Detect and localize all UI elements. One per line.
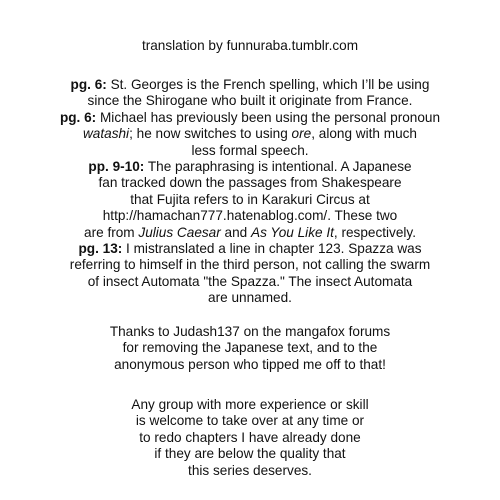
note-page-13-line-1: pg. 13: I mistranslated a line in chapter 123. Spazza was (78, 241, 422, 257)
note-label: pg. 6: (70, 77, 107, 92)
thanks-line-3: anonymous person who tipped me off to that! (114, 356, 386, 372)
note-page-6b-line-3: less formal speech. (191, 142, 309, 158)
offer-line-2: is welcome to take over at any time or (135, 413, 365, 429)
note-page-6-line-1: pg. 6: St. Georges is the French spelling, which I’ll be using (70, 77, 430, 92)
offer-line-4: if they are below the quality that (154, 446, 346, 462)
note-page-6b-line-2: watashi; he now switches to using ore, along with much (82, 126, 417, 142)
note-label: pg. 6: (59, 109, 97, 125)
offer-line-1: Any group with more experience or skill (131, 397, 369, 412)
translator-credit (0, 38, 500, 54)
note-pages-9-10-line-5: are from Julius Caesar and As You Like It, respectively. (84, 224, 416, 240)
translation-notes (0, 77, 500, 307)
note-pages-9-10-line-2: fan tracked down the passages from Shakespeare (98, 175, 402, 191)
thanks-paragraph (0, 324, 500, 373)
thanks-line-2: for removing the Japanese text, and to the (122, 340, 378, 356)
offer-line-5: this series deserves. (188, 462, 312, 478)
note-page-13-line-2: referring to himself in the third person, not calling the swarm (69, 257, 431, 273)
note-label: pg. 13: (78, 241, 123, 257)
note-page-6b-line-1: pg. 6: Michael has previously been using the personal pronoun (59, 109, 441, 125)
offer-line-3: to redo chapters I have already done (139, 429, 361, 445)
note-page-13-line-3: of insect Automata "the Spazza." The insect Automata (87, 273, 413, 289)
note-label: pp. 9-10: (88, 159, 145, 175)
note-page-6-line-2: since the Shirogane who built it originate from France. (87, 93, 413, 109)
credit-line: translation by funnuraba.tumblr.com (141, 38, 359, 53)
note-pages-9-10-line-3: that Fujita refers to in Karakuri Circus at (130, 191, 370, 207)
takeover-offer-paragraph (0, 397, 500, 479)
note-pages-9-10-line-1: pp. 9-10: The paraphrasing is intentional. A Japanese (88, 159, 412, 175)
note-page-13-line-4: are unnamed. (208, 290, 292, 306)
thanks-line-1: Thanks to Judash137 on the mangafox forums (109, 324, 391, 339)
note-pages-9-10-line-4: http://hamachan777.hatenablog.com/. These two (102, 208, 398, 224)
